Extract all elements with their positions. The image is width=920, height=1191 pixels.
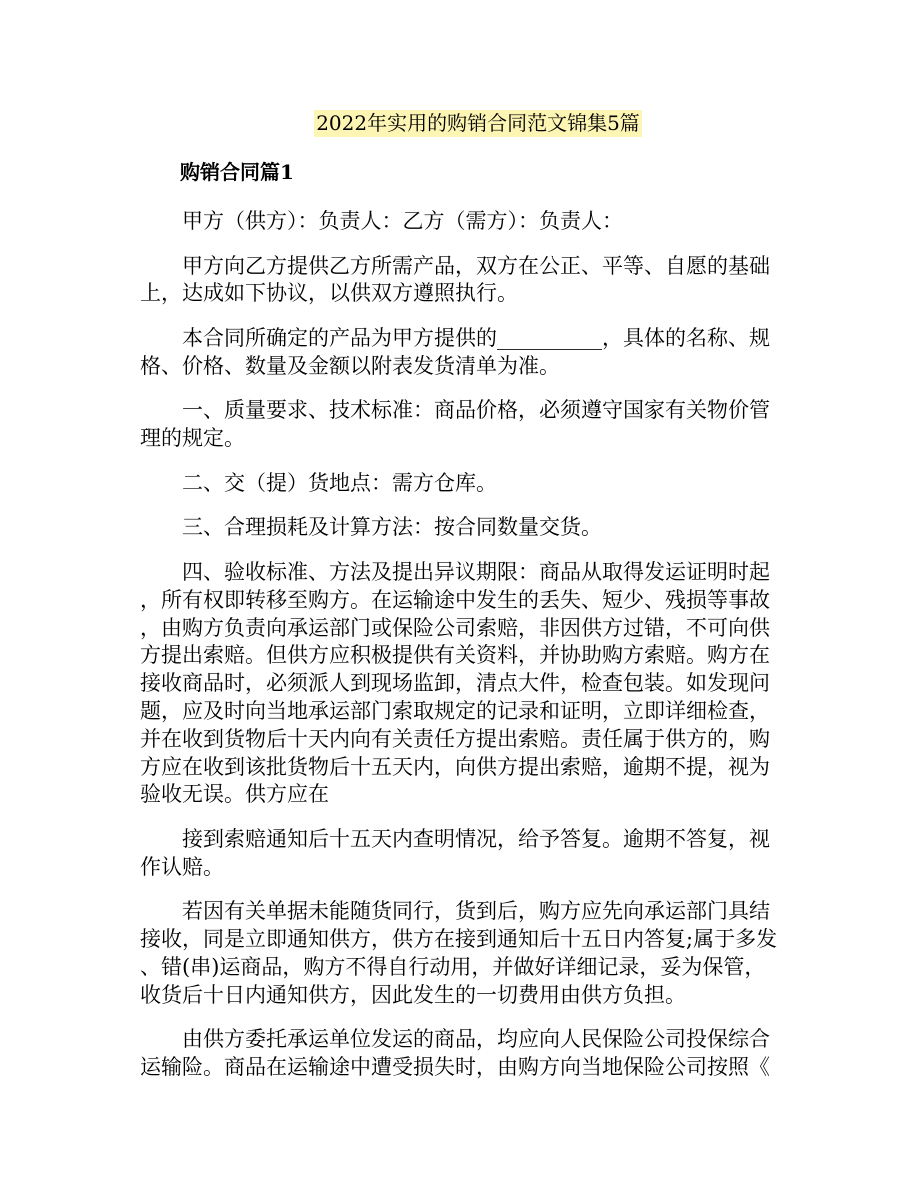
paragraph-line: 三、合理损耗及计算方法：按合同数量交货。 xyxy=(182,515,602,540)
paragraph-6 xyxy=(140,514,840,542)
paragraph-line: 、错(串)运商品，购方不得自行动用，并做好详细记录，妥为保管， xyxy=(140,954,766,979)
paragraph-line: 二、交（提）货地点：需方仓库。 xyxy=(182,470,497,495)
paragraph-line: 并在收到货物后十天内向有关责任方提出索赔。责任属于供方的，购 xyxy=(140,726,770,751)
paragraph-line: 收货后十日内通知供方，因此发生的一切费用由供方负担。 xyxy=(140,982,686,1007)
paragraph-line: 四、验收标准、方法及提出异议期限：商品从取得发运证明时起 xyxy=(182,559,770,584)
paragraph-line: 若因有关单据未能随货同行，货到后，购方应先向承运部门具结 xyxy=(182,899,770,924)
paragraph-line: 运输险。商品在运输途中遭受损失时，由购方向当地保险公司按照《 xyxy=(140,1055,770,1080)
paragraph-line: 上，达成如下协议，以供双方遵照执行。 xyxy=(140,281,518,306)
paragraph-line: 验收无误。供方应在 xyxy=(140,782,329,807)
paragraph-5 xyxy=(140,470,840,498)
paragraph-line: 接收商品时，必须派人到现场监卸，清点大件，检查包装。如发现问 xyxy=(140,671,770,696)
paragraph-line: 甲方（供方）：负责人：乙方（需方）：负责人： xyxy=(182,209,623,233)
paragraph-1 xyxy=(140,208,840,236)
paragraph-line: ，由购方负责向承运部门或保险公司索赔，非因供方过错，不可向供 xyxy=(140,615,770,640)
paragraph-9 xyxy=(140,898,840,1009)
paragraph-line: 接收，同是立即通知供方，供方在接到通知后十五日内答复;属于多发 xyxy=(140,927,778,952)
paragraph-line: 格、价格、数量及金额以附表发货清单为准。 xyxy=(140,353,560,378)
paragraph-line: 甲方向乙方提供乙方所需产品，双方在公正、平等、自愿的基础 xyxy=(182,253,770,278)
paragraph-4 xyxy=(140,397,840,453)
paragraph-line: 接到索赔通知后十五天内查明情况，给予答复。逾期不答复，视 xyxy=(182,826,770,851)
document-title: 2022年实用的购销合同范文锦集5篇 xyxy=(316,111,640,135)
paragraph-line: 本合同所确定的产品为甲方提供的__________，具体的名称、规 xyxy=(182,325,770,350)
section-heading: 购销合同篇1 xyxy=(180,160,294,184)
paragraph-line: 由供方委托承运单位发运的商品，均应向人民保险公司投保综合 xyxy=(182,1027,770,1052)
paragraph-line: 题，应及时向当地承运部门索取规定的记录和证明，立即详细检查， xyxy=(140,698,770,723)
paragraph-line: 一、质量要求、技术标准：商品价格，必须遵守国家有关物价管 xyxy=(182,398,770,423)
title-container xyxy=(140,110,816,137)
paragraph-10 xyxy=(140,1026,840,1082)
paragraph-line: 方应在收到该批货物后十五天内，向供方提出索赔，逾期不提，视为 xyxy=(140,754,770,779)
paragraph-line: 理的规定。 xyxy=(140,426,245,451)
paragraph-8 xyxy=(140,826,840,882)
document-body xyxy=(140,208,840,1099)
paragraph-7 xyxy=(140,559,840,809)
paragraph-3 xyxy=(140,325,840,381)
paragraph-line: 作认赔。 xyxy=(140,854,224,879)
paragraph-2 xyxy=(140,253,840,309)
paragraph-line: 方提出索赔。但供方应积极提供有关资料，并协助购方索赔。购方在 xyxy=(140,643,770,668)
paragraph-line: ，所有权即转移至购方。在运输途中发生的丢失、短少、残损等事故 xyxy=(140,587,770,612)
